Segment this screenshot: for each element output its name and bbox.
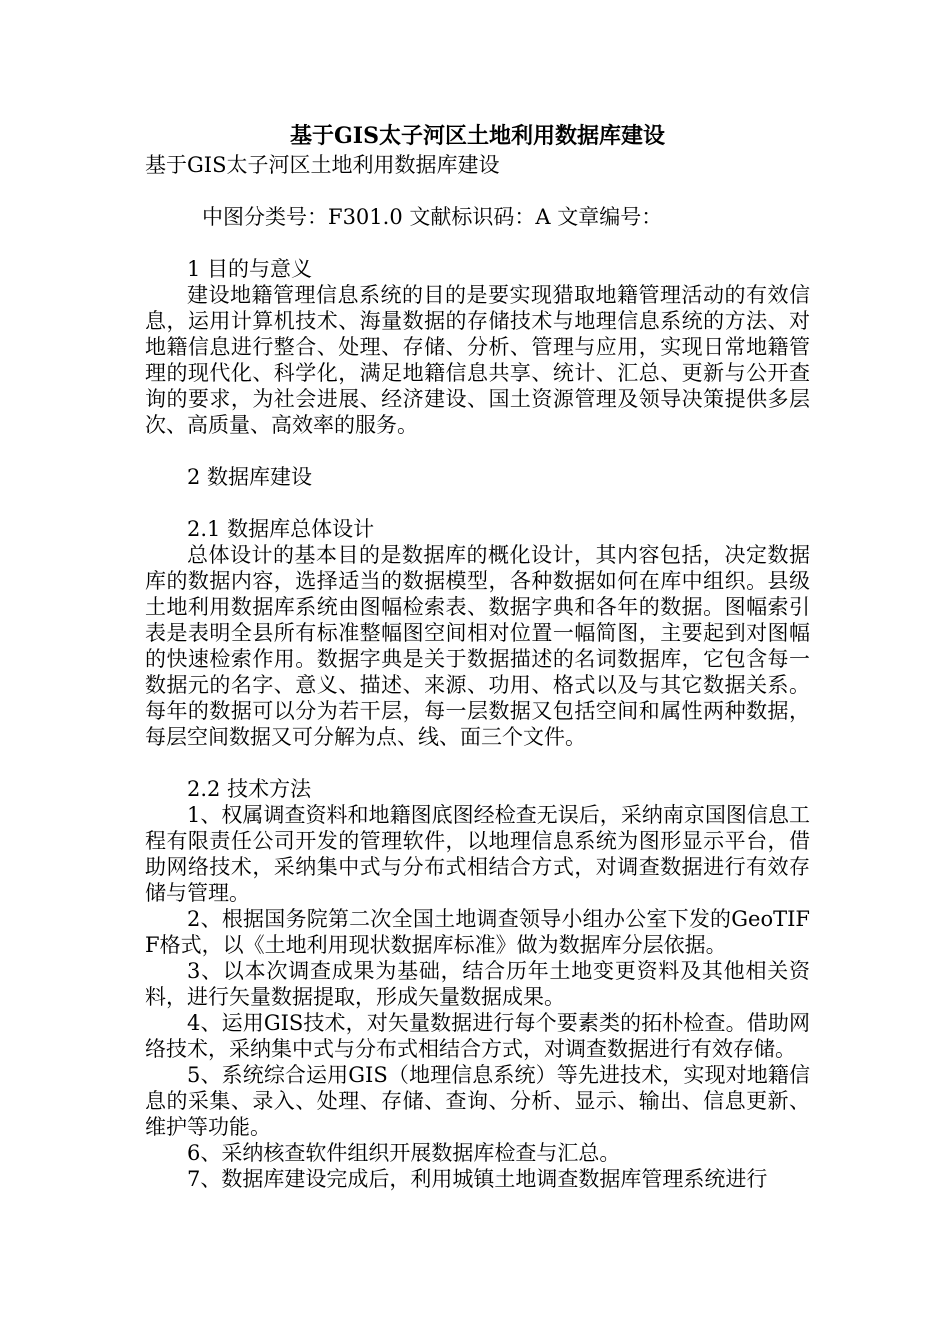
section-heading-2: 2 数据库建设: [187, 465, 313, 489]
spacer: [145, 750, 810, 776]
spacer: [145, 230, 810, 256]
section-heading-2-2: 2.2 技术方法: [187, 777, 312, 801]
method-item-5: 5、系统综合运用GIS（地理信息系统）等先进技术，实现对地籍信息的采集、录入、处理、存储、查询、分析、显示、输出、信息更新、维护等功能。: [145, 1063, 810, 1139]
spacer: [145, 438, 810, 464]
method-item-2: 2、根据国务院第二次全国土地调查领导小组办公室下发的GeoTIFF格式，以《土地利用现状数据库标准》做为数据库分层依据。: [145, 907, 810, 957]
section-body-2-1: 总体设计的基本目的是数据库的概化设计，其内容包括，决定数据库的数据内容，选择适当的数据模型，各种数据如何在库中组织。县级土地利用数据库系统由图幅检索表、数据字典和各年的数据。图幅索引表是表明全县所有标准整幅图空间相对位置一幅简图，主要起到对图幅的快速检索作用。数据字典是关于数据描述的名词数据库，它包含每一数据元的名字、意义、描述、来源、功用、格式以及与其它数据关系。每年的数据可以分为若干层，每一层数据又包括空间和属性两种数据，每层空间数据又可分解为点、线、面三个文件。: [145, 543, 810, 749]
section-body-1: 建设地籍管理信息系统的目的是要实现猎取地籍管理活动的有效信息，运用计算机技术、海量数据的存储技术与地理信息系统的方法、对地籍信息进行整合、处理、存储、分析、管理与应用，实现日常地籍管理的现代化、科学化，满足地籍信息共享、统计、汇总、更新与公开查询的要求，为社会进展、经济建设、国土资源管理及领导决策提供多层次、高质量、高效率的服务。: [145, 283, 810, 437]
document-body: [145, 120, 810, 1192]
section-heading-1: 1 目的与意义: [187, 257, 313, 281]
document-subtitle: 基于GIS太子河区土地利用数据库建设: [145, 153, 500, 177]
method-item-4: 4、运用GIS技术，对矢量数据进行每个要素类的拓朴检查。借助网络技术，采纳集中式与分布式相结合方式，对调查数据进行有效存储。: [145, 1011, 810, 1061]
method-item-6: 6、采纳核查软件组织开展数据库检查与汇总。: [187, 1141, 621, 1165]
spacer: [145, 178, 810, 204]
section-heading-2-1: 2.1 数据库总体设计: [187, 517, 375, 541]
spacer: [145, 490, 810, 516]
method-item-7: 7、数据库建设完成后，利用城镇土地调查数据库管理系统进行: [187, 1167, 768, 1191]
document-title: 基于GIS太子河区土地利用数据库建设: [290, 123, 665, 149]
method-item-1: 1、权属调查资料和地籍图底图经检查无误后，采纳南京国图信息工程有限责任公司开发的管理软件，以地理信息系统为图形显示平台，借助网络技术，采纳集中式与分布式相结合方式，对调查数据进行有效存储与管理。: [145, 803, 810, 905]
method-item-3: 3、以本次调查成果为基础，结合历年土地变更资料及其他相关资料，进行矢量数据提取，形成矢量数据成果。: [145, 959, 810, 1009]
classification-line: 中图分类号：F301.0 文献标识码：A 文章编号：: [202, 205, 663, 229]
